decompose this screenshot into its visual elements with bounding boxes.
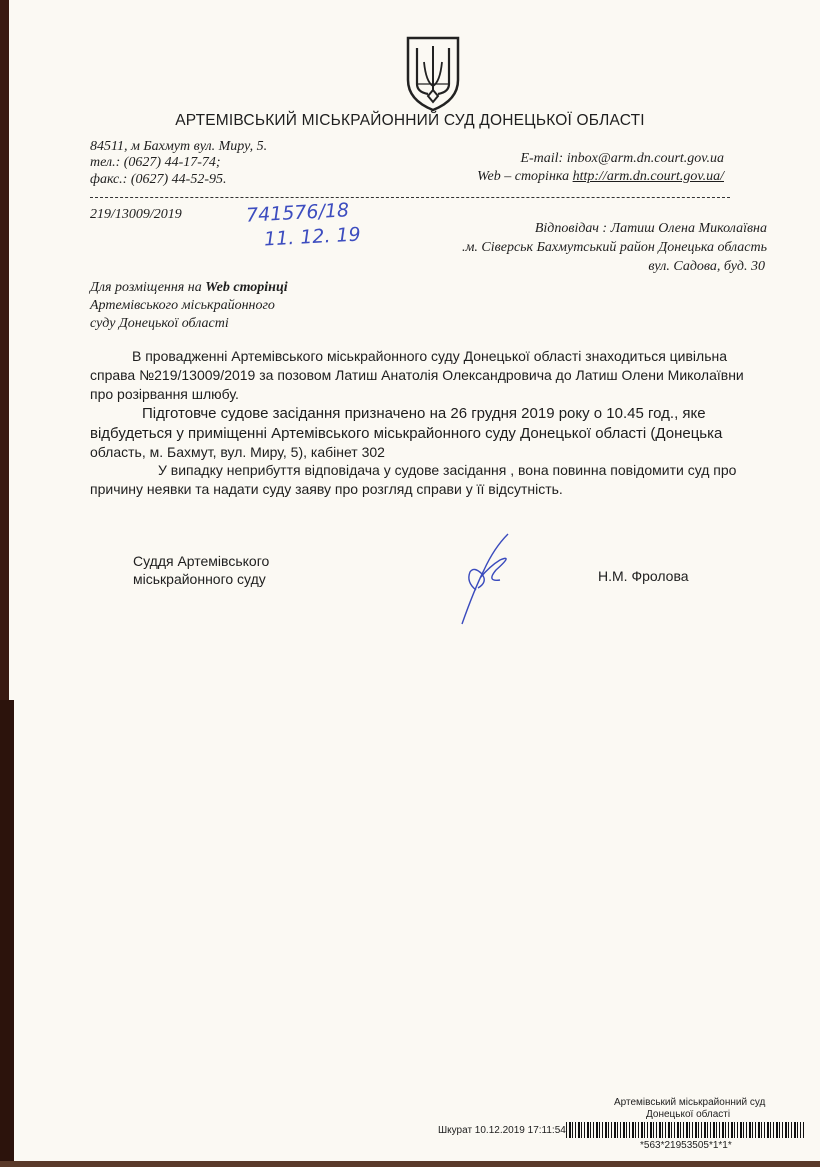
footer-court-line1: Артемівський міськрайонний суд <box>614 1097 766 1108</box>
placement-suffix: сторінці <box>233 280 288 295</box>
court-name: АРТЕМІВСЬКИЙ МІСЬКРАЙОННИЙ СУД ДОНЕЦЬКОЇ ОБЛАСТІ <box>175 112 645 129</box>
body-p2-line1: Підготовче судове засідання призначено на 26 грудня 2019 року о 10.45 год., яке <box>142 405 706 422</box>
footer-court-line2: Донецької області <box>646 1109 731 1120</box>
handwritten-signature-icon <box>456 530 520 628</box>
email-address[interactable]: inbox@arm.dn.court.gov.ua <box>566 151 724 166</box>
judge-name: Н.М. Фролова <box>598 568 689 584</box>
placement-line3: суду Донецької області <box>90 316 229 331</box>
respondent-city: .м. Сіверськ Бахмутський район Донецька область <box>461 240 767 255</box>
body-p1-line3: про розірвання шлюбу. <box>90 386 239 402</box>
barcode-text: *563*21953505*1*1* <box>640 1140 732 1151</box>
web-line <box>477 169 724 185</box>
scan-bottom-edge <box>0 1161 820 1167</box>
court-address: 84511, м Бахмут вул. Миру, 5. <box>90 139 268 154</box>
judge-title-line1: Суддя Артемівського <box>133 553 270 569</box>
email-label: E-mail: <box>520 151 564 166</box>
body-p2-line2: відбудеться у приміщенні Артемівського міськрайонного суду Донецької області (Донецька <box>90 425 723 442</box>
court-phone: тел.: (0627) 44-17-74; <box>90 155 221 170</box>
barcode <box>566 1122 804 1138</box>
footer-stamp: Шкурат 10.12.2019 17:11:54 <box>438 1125 566 1136</box>
web-link[interactable]: http://arm.dn.court.gov.ua/ <box>572 169 724 184</box>
respondent-name: Відповідач : Латиш Олена Миколаївна <box>534 221 767 236</box>
body-p2-line3: область, м. Бахмут, вул. Миру, 5), кабінет 302 <box>90 444 385 460</box>
court-fax: факс.: (0627) 44-52-95. <box>90 172 227 187</box>
header-divider <box>90 197 730 198</box>
handwritten-reg-number: 741576/18 <box>245 199 350 227</box>
body-p3-line2: причину неявки та надати суду заяву про розгляд справи у її відсутність. <box>90 481 563 497</box>
body-p1-line2: справа №219/13009/2019 за позовом Латиш Анатолія Олександровича до Латиш Олени Миколаївни <box>90 367 744 383</box>
handwritten-date: 11. 12. 19 <box>263 223 362 251</box>
email-line <box>520 151 724 167</box>
judge-title-line2: міськрайонного суду <box>133 571 266 587</box>
respondent-street: вул. Садова, буд. 30 <box>648 259 765 274</box>
placement-web: Web <box>205 280 230 295</box>
placement-line1 <box>90 280 288 296</box>
placement-line2: Артемівського міськрайонного <box>90 298 275 313</box>
body-p1-line1: В провадженні Артемівського міськрайонного суду Донецької області знаходиться цивільна <box>132 348 728 364</box>
case-number: 219/13009/2019 <box>90 207 182 222</box>
placement-prefix: Для розміщення на <box>90 280 202 295</box>
web-label: Web – сторінка <box>477 169 570 184</box>
tryzub-emblem-icon <box>404 34 462 112</box>
scan-edge-dark <box>0 700 14 1167</box>
body-p3-line1: У випадку неприбуття відповідача у судове засідання , вона повинна повідомити суд про <box>158 462 737 478</box>
